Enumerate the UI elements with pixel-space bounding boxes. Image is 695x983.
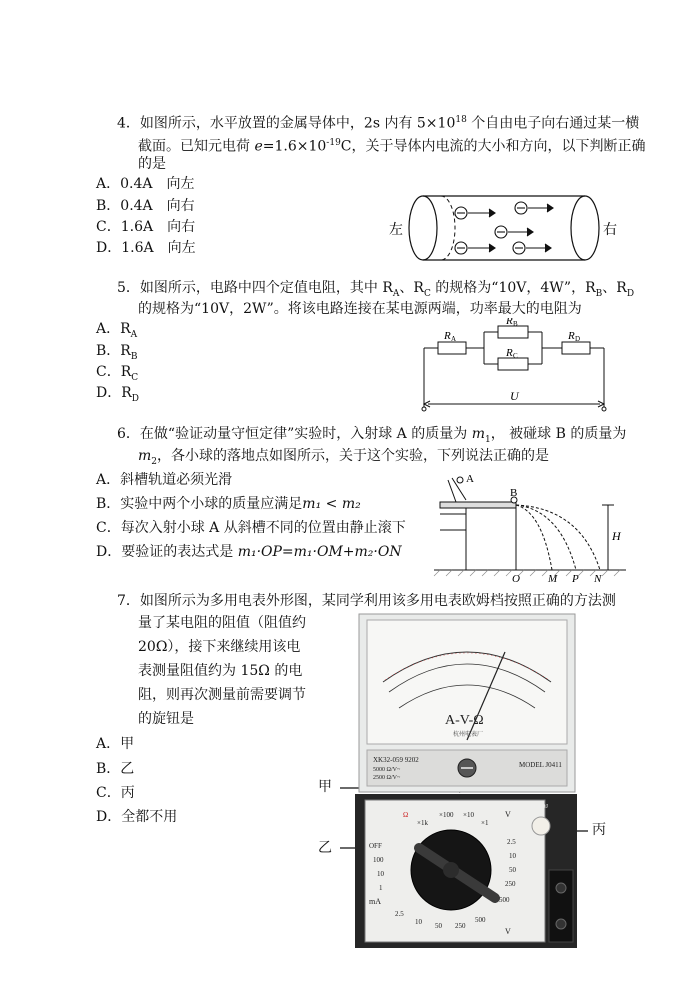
q6-collision-figure — [430, 472, 630, 584]
multimeter-photo — [355, 612, 585, 950]
svg-text:10: 10 — [377, 870, 384, 878]
svg-text:×1k: ×1k — [417, 819, 428, 827]
svg-text:OFF: OFF — [369, 842, 382, 850]
q5-circuit-figure — [418, 318, 614, 414]
meter-model: MODEL J0411 — [519, 761, 562, 769]
q5-stem-line1: 5．如图所示，电路中四个定值电阻，其中 $R_A$、$R_C$ 的规格为“10V，4W”，$R_B$、$R_D$ — [117, 280, 635, 299]
svg-text:R: R — [568, 330, 575, 342]
svg-text:50: 50 — [509, 866, 516, 874]
svg-text:10: 10 — [415, 918, 422, 926]
svg-text:250: 250 — [505, 880, 516, 888]
q5-option-a[interactable]: A．$R_A$ — [96, 321, 138, 340]
svg-text:H: H — [612, 529, 621, 543]
svg-text:2.5: 2.5 — [507, 838, 516, 846]
q7-option-b[interactable]: B．乙 — [96, 761, 135, 777]
svg-text:R: R — [506, 347, 513, 359]
svg-text:mA: mA — [369, 897, 381, 906]
q7-option-d[interactable]: D．全都不用 — [96, 809, 178, 825]
q6-stem-line2: $m_2$，各小球的落地点如图所示，关于这个实验，下列说法正确的是 — [138, 448, 550, 467]
ohm-adjust-knob — [532, 817, 550, 835]
svg-text:500: 500 — [475, 916, 486, 924]
svg-text:A: A — [451, 335, 457, 343]
svg-text:B: B — [513, 320, 518, 328]
meter-sens1: 5000 Ω/V~ — [373, 767, 401, 773]
svg-text:V: V — [505, 927, 511, 936]
q4-stem-line1: 4．如图所示，水平放置的金属导体中，2s 内有 $5\times 10^{18}$ 个自由电子向右通过某一横 — [117, 115, 640, 132]
svg-text:100: 100 — [373, 856, 384, 864]
q5-option-b[interactable]: B．$R_B$ — [96, 343, 138, 362]
q6-option-c[interactable]: C．每次入射小球 A 从斜槽不同的位置由静止滚下 — [96, 520, 406, 536]
q5-stem-line2: 的规格为“10V，2W”。将该电路连接在某电源两端，功率最大的电阻为 — [138, 301, 582, 317]
q4-option-d[interactable]: D．1.6A 向左 — [96, 240, 196, 256]
meter-face-title: A-V-Ω — [445, 713, 484, 728]
label-jia: 甲 — [318, 779, 332, 795]
q7-stem-line3: 20Ω），接下来继续用该电 — [138, 639, 301, 655]
label-bing: 丙 — [592, 822, 606, 838]
q5-option-c[interactable]: C．$R_C$ — [96, 364, 139, 383]
svg-text:V: V — [505, 810, 511, 819]
electron-arrows — [455, 202, 553, 254]
q6-stem-line1: 6．在做“验证动量守恒定律”实验时，入射球 A 的质量为 $m_1$， 被碰球 B 的质量为 — [117, 426, 627, 445]
svg-text:O: O — [512, 573, 520, 584]
svg-text:Ω ADJ: Ω ADJ — [531, 804, 548, 810]
svg-text:×100: ×100 — [439, 811, 454, 819]
svg-text:C: C — [513, 352, 518, 360]
svg-text:×10: ×10 — [463, 811, 474, 819]
svg-text:−: − — [539, 920, 545, 930]
svg-text:500: 500 — [499, 896, 510, 904]
q4-stem-line3: 的是 — [138, 156, 166, 172]
svg-text:M: M — [548, 573, 558, 584]
svg-text:2.5: 2.5 — [395, 910, 404, 918]
q7-stem-line2: 量了某电阻的阻值（阻值约 — [138, 615, 306, 631]
meter-serial: XK32-059 9202 — [373, 756, 419, 764]
label-yi: 乙 — [318, 840, 332, 856]
svg-text:A: A — [466, 473, 474, 485]
q4-option-b[interactable]: B．0.4A 向右 — [96, 198, 195, 214]
svg-text:U: U — [510, 389, 519, 403]
svg-text:B: B — [510, 487, 518, 499]
svg-text:1: 1 — [379, 884, 383, 892]
q4-conductor-figure — [385, 188, 625, 268]
svg-text:+: + — [539, 884, 545, 894]
q4-option-c[interactable]: C．1.6A 向右 — [96, 219, 196, 235]
q7-option-c[interactable]: C．丙 — [96, 785, 135, 801]
svg-text:N: N — [594, 573, 602, 584]
svg-text:×1: ×1 — [481, 819, 489, 827]
svg-text:10: 10 — [509, 852, 516, 860]
svg-text:250: 250 — [455, 922, 466, 930]
q4-option-a[interactable]: A．0.4A 向左 — [96, 176, 195, 192]
meter-maker: 杭州电表厂 — [453, 732, 484, 738]
q4-stem-line2: 截面。已知元电荷 $e=1.6\times 10^{-19}C$，关于导体内电流的大小和方向，以下判断正确 — [138, 138, 646, 155]
q6-option-d[interactable]: D．要验证的表达式是 m₁·OP=m₁·OM+m₂·ON — [96, 544, 402, 560]
q4-label-right: 右 — [603, 223, 617, 238]
q6-option-a[interactable]: A．斜槽轨道必须光滑 — [96, 472, 233, 488]
q7-stem-line6: 的旋钮是 — [138, 711, 194, 727]
q7-stem-line4: 表测量阻值约为 15Ω 的电 — [138, 663, 303, 679]
q7-stem-line5: 阻，则再次测量前需要调节 — [138, 687, 306, 703]
svg-text:50: 50 — [435, 922, 442, 930]
svg-text:R: R — [506, 318, 513, 327]
q5-option-d[interactable]: D．$R_D$ — [96, 385, 139, 404]
svg-text:P: P — [572, 573, 579, 584]
q7-option-a[interactable]: A．甲 — [96, 736, 135, 752]
q7-stem-line1: 7．如图所示为多用电表外形图，某同学利用该多用电表欧姆档按照正确的方法测 — [117, 593, 616, 609]
q4-label-left: 左 — [389, 223, 403, 238]
meter-sens2: 2500 Ω/V~ — [373, 775, 401, 781]
svg-text:Ω: Ω — [403, 811, 409, 819]
q6-option-b[interactable]: B．实验中两个小球的质量应满足m₁ < m₂ — [96, 496, 361, 512]
svg-text:D: D — [575, 335, 581, 343]
svg-text:R: R — [444, 330, 451, 342]
